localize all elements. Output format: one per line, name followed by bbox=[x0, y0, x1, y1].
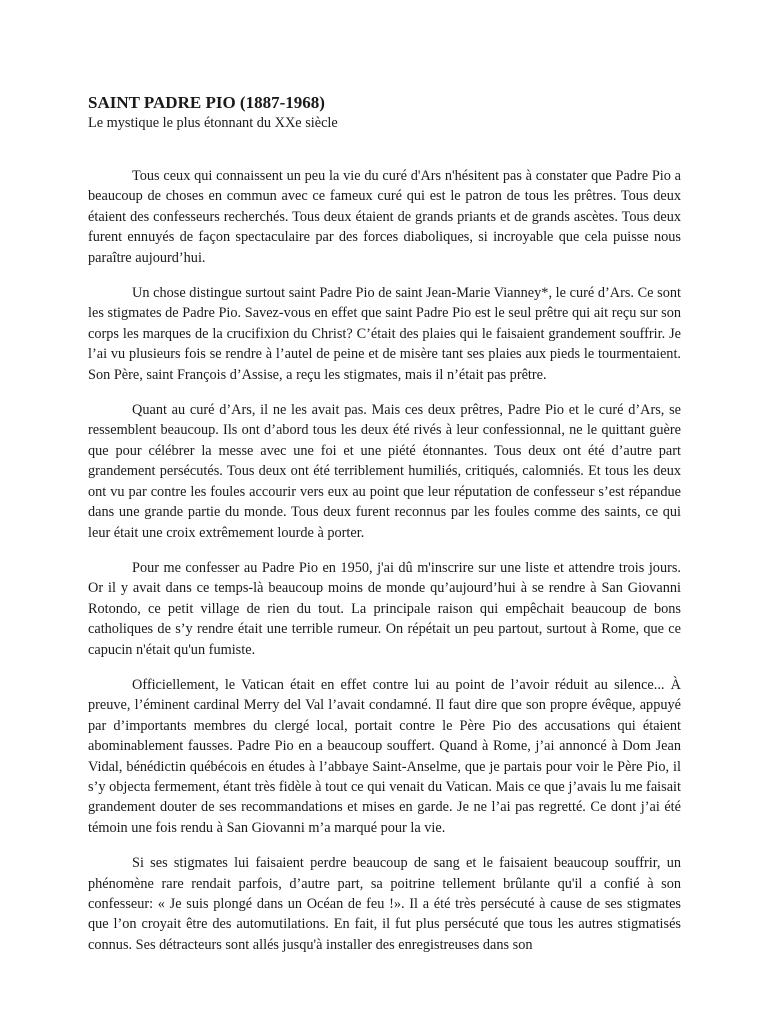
document-subtitle: Le mystique le plus étonnant du XXe siècle bbox=[88, 115, 338, 131]
paragraph-5: Officiellement, le Vatican était en effet contre lui au point de l’avoir réduit au silence... À preuve, l’éminent cardinal Merry del Val l’avait condamné. Il faut dire que son propre évêque, appuyé par d’importants membres du clergé local, portait contre le Père Pio des accusations qui étaient abominablement fausses. Padre Pio en a beaucoup souffert. Quand à Rome, j’ai annoncé à Dom Jean Vidal, bénédictin québécois en études à l’abbaye Saint-Anselme, que je partais pour voir le Père Pio, il s’y objecta fermement, étant très fidèle à tout ce qui venait du Vatican. Mais ce que j’avais lu me faisait grandement douter de ses recommandations et mises en garde. Je ne l’ai pas regretté. Ce dont j’ai été témoin une fois rendu à San Giovanni m’a marqué pour la vie. bbox=[88, 676, 681, 836]
paragraph-2: Un chose distingue surtout saint Padre Pio de saint Jean-Marie Vianney*, le curé d’Ars. Ce sont les stigmates de Padre Pio. Savez-vous en effet que saint Padre Pio est le seul prêtre qui ait reçu sur son corps les marques de la crucifixion du Christ? C’était des plaies qui le faisaient grandement souffrir. Je l’ai vu plusieurs fois se rendre à l’autel de peine et de misère tant ses plaies aux pieds le tourmentaient. Son Père, saint François d’Assise, a reçu les stigmates, mais il n’était pas prêtre. bbox=[88, 285, 681, 383]
document-body bbox=[88, 93, 681, 970]
paragraph-1: Tous ceux qui connaissent un peu la vie du curé d'Ars n'hésitent pas à constater que Padre Pio a beaucoup de choses en commun avec ce fameux curé qui est le patron de tous les prêtres. Tous deux étaient des confesseurs recherchés. Tous deux étaient de grands priants et de grands ascètes. Tous deux furent ennuyés de façon spectaculaire par des forces diaboliques, si incroyable que cela puisse nous paraître aujourd’hui. bbox=[88, 168, 681, 266]
paragraph-3: Quant au curé d’Ars, il ne les avait pas. Mais ces deux prêtres, Padre Pio et le curé d’Ars, se ressemblent beaucoup. Ils ont d’abord tous les deux été rivés à leur confessionnal, ne le quittant guère que pour célébrer la messe avec une foi et une piété étonnantes. Tous deux ont été d’autre part grandement persécutés. Tous deux ont été terriblement humiliés, critiqués, calomniés. Et tous les deux ont vu par contre les foules accourir vers eux au point que leur réputation de confesseur s’est répandue dans une grande partie du monde. Tous deux furent reconnus par les foules comme des saints, ce qui leur était une croix extrêmement lourde à porter. bbox=[88, 402, 681, 541]
document-title: SAINT PADRE PIO (1887-1968) bbox=[88, 93, 325, 112]
paragraph-6: Si ses stigmates lui faisaient perdre beaucoup de sang et le faisaient beaucoup souffrir, un phénomène rare rendait parfois, d’autre part, sa poitrine tellement brûlante qu'il a confié à son confesseur: « Je suis plongé dans un Océan de feu !». Il a été très persécuté à cause de ses stigmates que l’on croyait être des automutilations. En fait, il fut plus persécuté que tous les autres stigmatisés connus. Ses détracteurs sont allés jusqu'à installer des enregistreuses dans son bbox=[88, 855, 681, 953]
paragraph-4: Pour me confesser au Padre Pio en 1950, j'ai dû m'inscrire sur une liste et attendre trois jours. Or il y avait dans ce temps-là beaucoup moins de monde qu’aujourd’hui à se rendre à San Giovanni Rotondo, ce petit village de rien du tout. La principale raison qui empêchait beaucoup de bons catholiques de s’y rendre était une terrible rumeur. On répétait un peu partout, surtout à Rome, que ce capucin n'était qu'un fumiste. bbox=[88, 559, 681, 658]
